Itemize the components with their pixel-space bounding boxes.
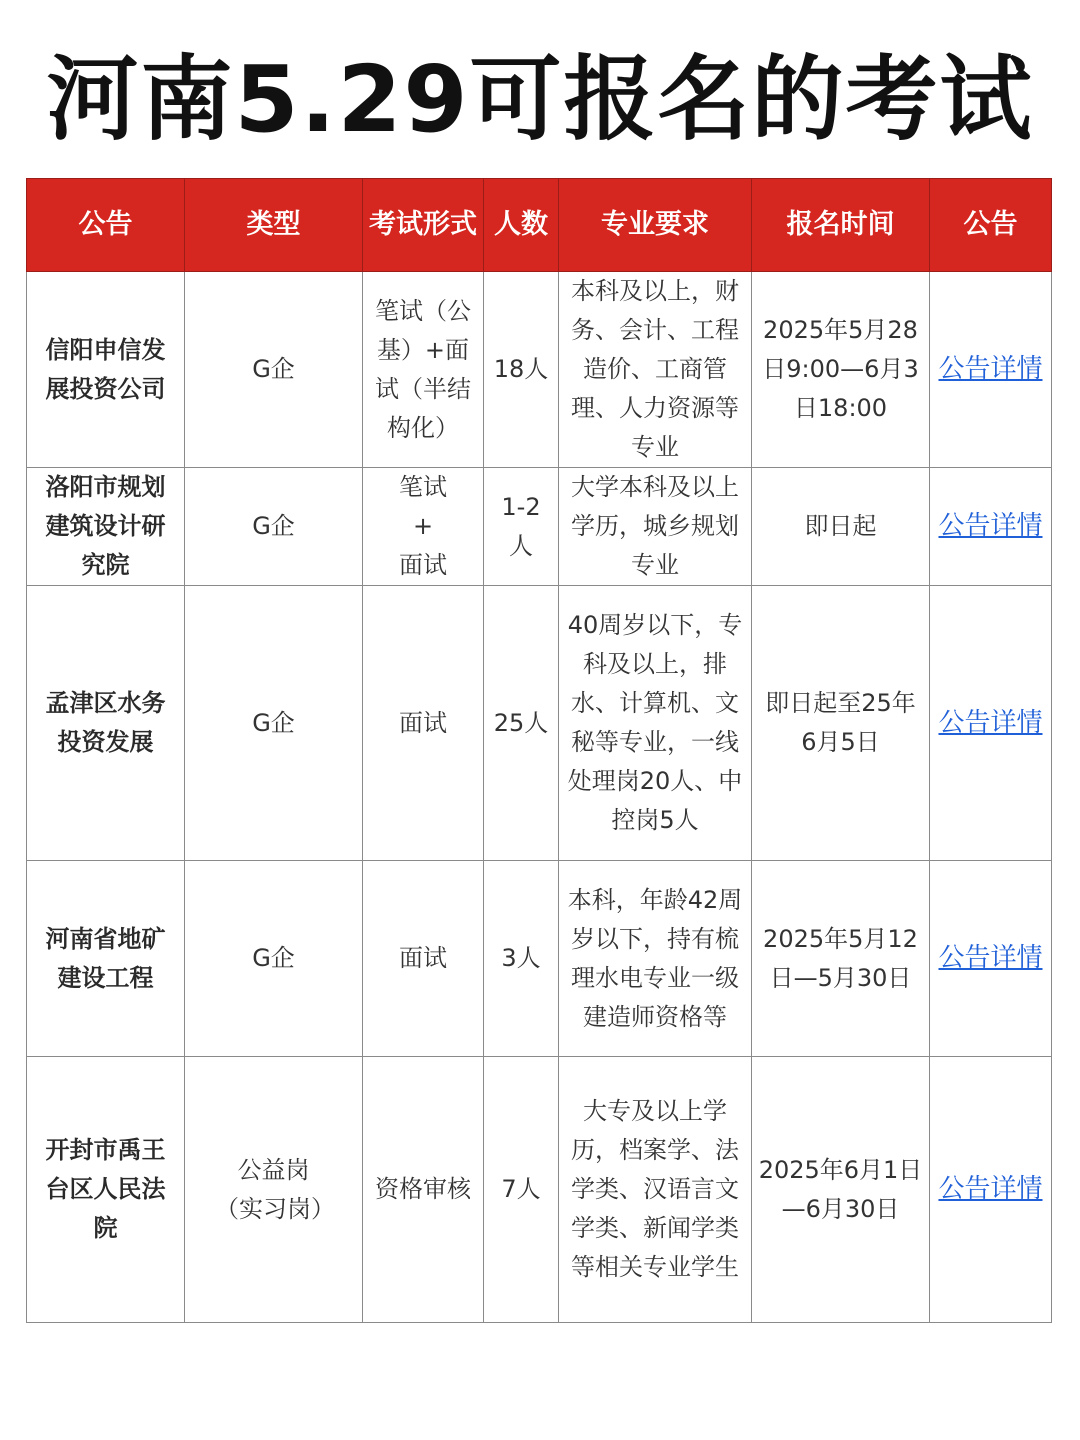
page-title: 河南5.29可报名的考试: [46, 46, 1034, 153]
announcement-detail-link[interactable]: 公告详情: [938, 1174, 1043, 1204]
headcount-cell: 3人: [484, 861, 559, 1057]
table-row: [27, 861, 1052, 1057]
registration-time-cell: 2025年6月1日—6月30日: [752, 1057, 930, 1323]
registration-time-cell: 2025年5月12日—5月30日: [752, 861, 930, 1057]
announcement-detail-link[interactable]: 公告详情: [938, 943, 1043, 973]
registration-time-cell: 2025年5月28日9:00—6月3日18:00: [752, 272, 930, 468]
headcount-cell: 7人: [484, 1057, 559, 1323]
header-row: [27, 179, 1052, 272]
headcount-cell: 18人: [484, 272, 559, 468]
exam-format-cell: 笔试 + 面试: [363, 468, 484, 586]
table-row: [27, 468, 1052, 586]
announcement-detail-link[interactable]: 公告详情: [938, 511, 1043, 541]
header-announcement: 公告: [27, 179, 185, 272]
announcement-detail-link[interactable]: 公告详情: [938, 354, 1043, 384]
headcount-cell: 25人: [484, 586, 559, 861]
company-cell: 洛阳市规划建筑设计研究院: [27, 468, 185, 586]
company-cell: 信阳申信发展投资公司: [27, 272, 185, 468]
exam-format-cell: 面试: [363, 586, 484, 861]
exam-format-cell: 面试: [363, 861, 484, 1057]
link-cell: [930, 586, 1052, 861]
type-cell: G企: [185, 468, 363, 586]
headcount-cell: 1-2人: [484, 468, 559, 586]
header-type: 类型: [185, 179, 363, 272]
company-cell: 孟津区水务投资发展: [27, 586, 185, 861]
registration-time-cell: 即日起: [752, 468, 930, 586]
header-major-requirement: 专业要求: [559, 179, 752, 272]
company-cell: 开封市禹王台区人民法院: [27, 1057, 185, 1323]
link-cell: [930, 1057, 1052, 1323]
table-header: [27, 179, 1052, 272]
header-exam-format: 考试形式: [363, 179, 484, 272]
type-cell: G企: [185, 861, 363, 1057]
requirement-cell: 40周岁以下，专科及以上，排水、计算机、文秘等专业，一线处理岗20人、中控岗5人: [559, 586, 752, 861]
exam-table: [26, 178, 1052, 1323]
link-cell: [930, 861, 1052, 1057]
requirement-cell: 本科，年龄42周岁以下，持有梳理水电专业一级建造师资格等: [559, 861, 752, 1057]
header-headcount: 人数: [484, 179, 559, 272]
company-cell: 河南省地矿建设工程: [27, 861, 185, 1057]
header-announcement-link: 公告: [930, 179, 1052, 272]
registration-time-cell: 即日起至25年6月5日: [752, 586, 930, 861]
table-row: [27, 586, 1052, 861]
type-cell: 公益岗（实习岗）: [185, 1057, 363, 1323]
link-cell: [930, 468, 1052, 586]
type-cell: G企: [185, 272, 363, 468]
requirement-cell: 大学本科及以上学历，城乡规划专业: [559, 468, 752, 586]
table-row: [27, 1057, 1052, 1323]
table-row: [27, 272, 1052, 468]
table-body: [27, 272, 1052, 1323]
link-cell: [930, 272, 1052, 468]
announcement-detail-link[interactable]: 公告详情: [938, 707, 1043, 738]
header-registration-time: 报名时间: [752, 179, 930, 272]
exam-format-cell: 资格审核: [363, 1057, 484, 1323]
exam-format-cell: 笔试（公基）+面试（半结构化）: [363, 272, 484, 468]
requirement-cell: 本科及以上，财务、会计、工程造价、工商管理、人力资源等专业: [559, 272, 752, 468]
type-cell: G企: [185, 586, 363, 861]
requirement-cell: 大专及以上学历，档案学、法学类、汉语言文学类、新闻学类等相关专业学生: [559, 1057, 752, 1323]
